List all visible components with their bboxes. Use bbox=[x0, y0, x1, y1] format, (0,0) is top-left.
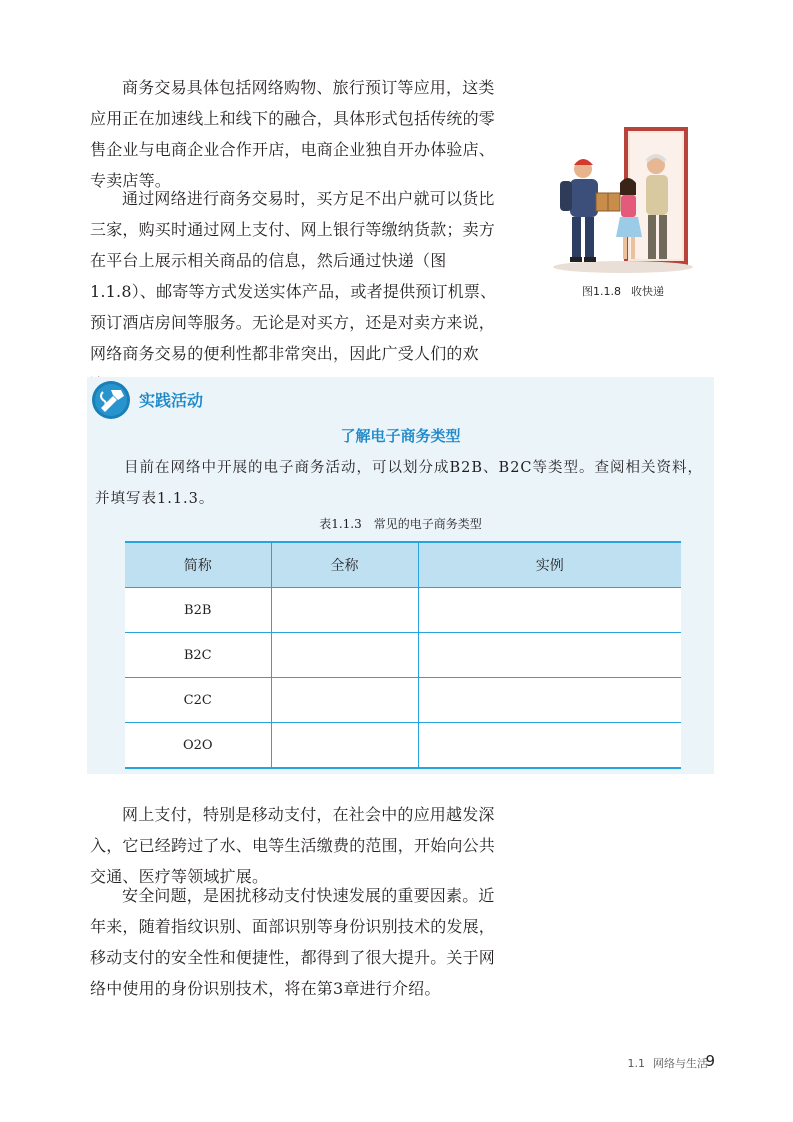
cell-example[interactable] bbox=[418, 678, 681, 723]
running-footer bbox=[628, 1055, 709, 1071]
figure-delivery-illustration bbox=[548, 125, 698, 275]
table-number: 表1.1.3 bbox=[319, 517, 362, 531]
cell-example[interactable] bbox=[418, 633, 681, 678]
cell-abbreviation: B2C bbox=[125, 633, 271, 678]
figure-caption bbox=[548, 283, 698, 299]
column-header-full-name: 全称 bbox=[271, 542, 418, 588]
cell-example[interactable] bbox=[418, 723, 681, 769]
practice-activity-box bbox=[87, 377, 714, 774]
page-number: 9 bbox=[705, 1052, 715, 1070]
table-row bbox=[125, 588, 681, 633]
table-title: 常见的电子商务类型 bbox=[373, 517, 482, 531]
paragraph-ecommerce-forms: 商务交易具体包括网络购物、旅行预订等应用，这类应用正在加速线上和线下的融合，具体形式包括传统的零售企业与电商企业合作开店，电商企业独自开办体验店、专卖店等。 bbox=[90, 78, 496, 190]
figure-number: 图1.1.8 bbox=[582, 285, 621, 298]
cell-full-name[interactable] bbox=[271, 633, 418, 678]
table-caption bbox=[87, 515, 714, 532]
column-header-example: 实例 bbox=[418, 542, 681, 588]
paragraph-online-payment: 网上支付，特别是移动支付，在社会中的应用越发深入，它已经跨过了水、电等生活缴费的范围，开始向公共交通、医疗等领域扩展。 bbox=[90, 805, 496, 886]
activity-instructions: 目前在网络中开展的电子商务活动，可以划分成B2B、B2C等类型。查阅相关资料，并填写表1.1.3。 bbox=[95, 460, 704, 507]
cell-abbreviation: B2B bbox=[125, 588, 271, 633]
activity-title: 实践活动 bbox=[139, 391, 204, 410]
cell-abbreviation: O2O bbox=[125, 723, 271, 769]
section-number: 1.1 bbox=[627, 1057, 645, 1070]
figure-caption-text: 收快递 bbox=[631, 285, 664, 298]
cell-full-name[interactable] bbox=[271, 723, 418, 769]
column-header-abbreviation: 简称 bbox=[125, 542, 271, 588]
cell-full-name[interactable] bbox=[271, 588, 418, 633]
paragraph-online-trading: 通过网络进行商务交易时，买方足不出户就可以货比三家，购买时通过网上支付、网上银行等缴纳货款；卖方在平台上展示相关商品的信息，然后通过快递（图1.1.8）、邮寄等方式发送实体产品，或者提供预订机票、预订酒店房间等服务。无论是对买方，还是对卖方来说，网络商务交易的便利性都非常突出，因此广受人们的欢 bbox=[90, 189, 497, 363]
cell-abbreviation: C2C bbox=[125, 678, 271, 723]
hammer-wrench-icon bbox=[91, 380, 131, 420]
cell-example[interactable] bbox=[418, 588, 681, 633]
table-row bbox=[125, 678, 681, 723]
cell-full-name[interactable] bbox=[271, 678, 418, 723]
activity-subtitle: 了解电子商务类型 bbox=[340, 427, 461, 445]
table-row bbox=[125, 633, 681, 678]
ecommerce-types-table bbox=[125, 541, 681, 769]
section-title: 网络与生活 bbox=[653, 1057, 708, 1070]
table-header-row bbox=[125, 542, 681, 588]
paragraph-payment-security: 安全问题，是困扰移动支付快速发展的重要因素。近年来，随着指纹识别、面部识别等身份识别技术的发展，移动支付的安全性和便捷性，都得到了很大提升。关于网络中使用的身份识别技术，将在第3章进行介绍。 bbox=[90, 886, 496, 998]
table-row bbox=[125, 723, 681, 769]
